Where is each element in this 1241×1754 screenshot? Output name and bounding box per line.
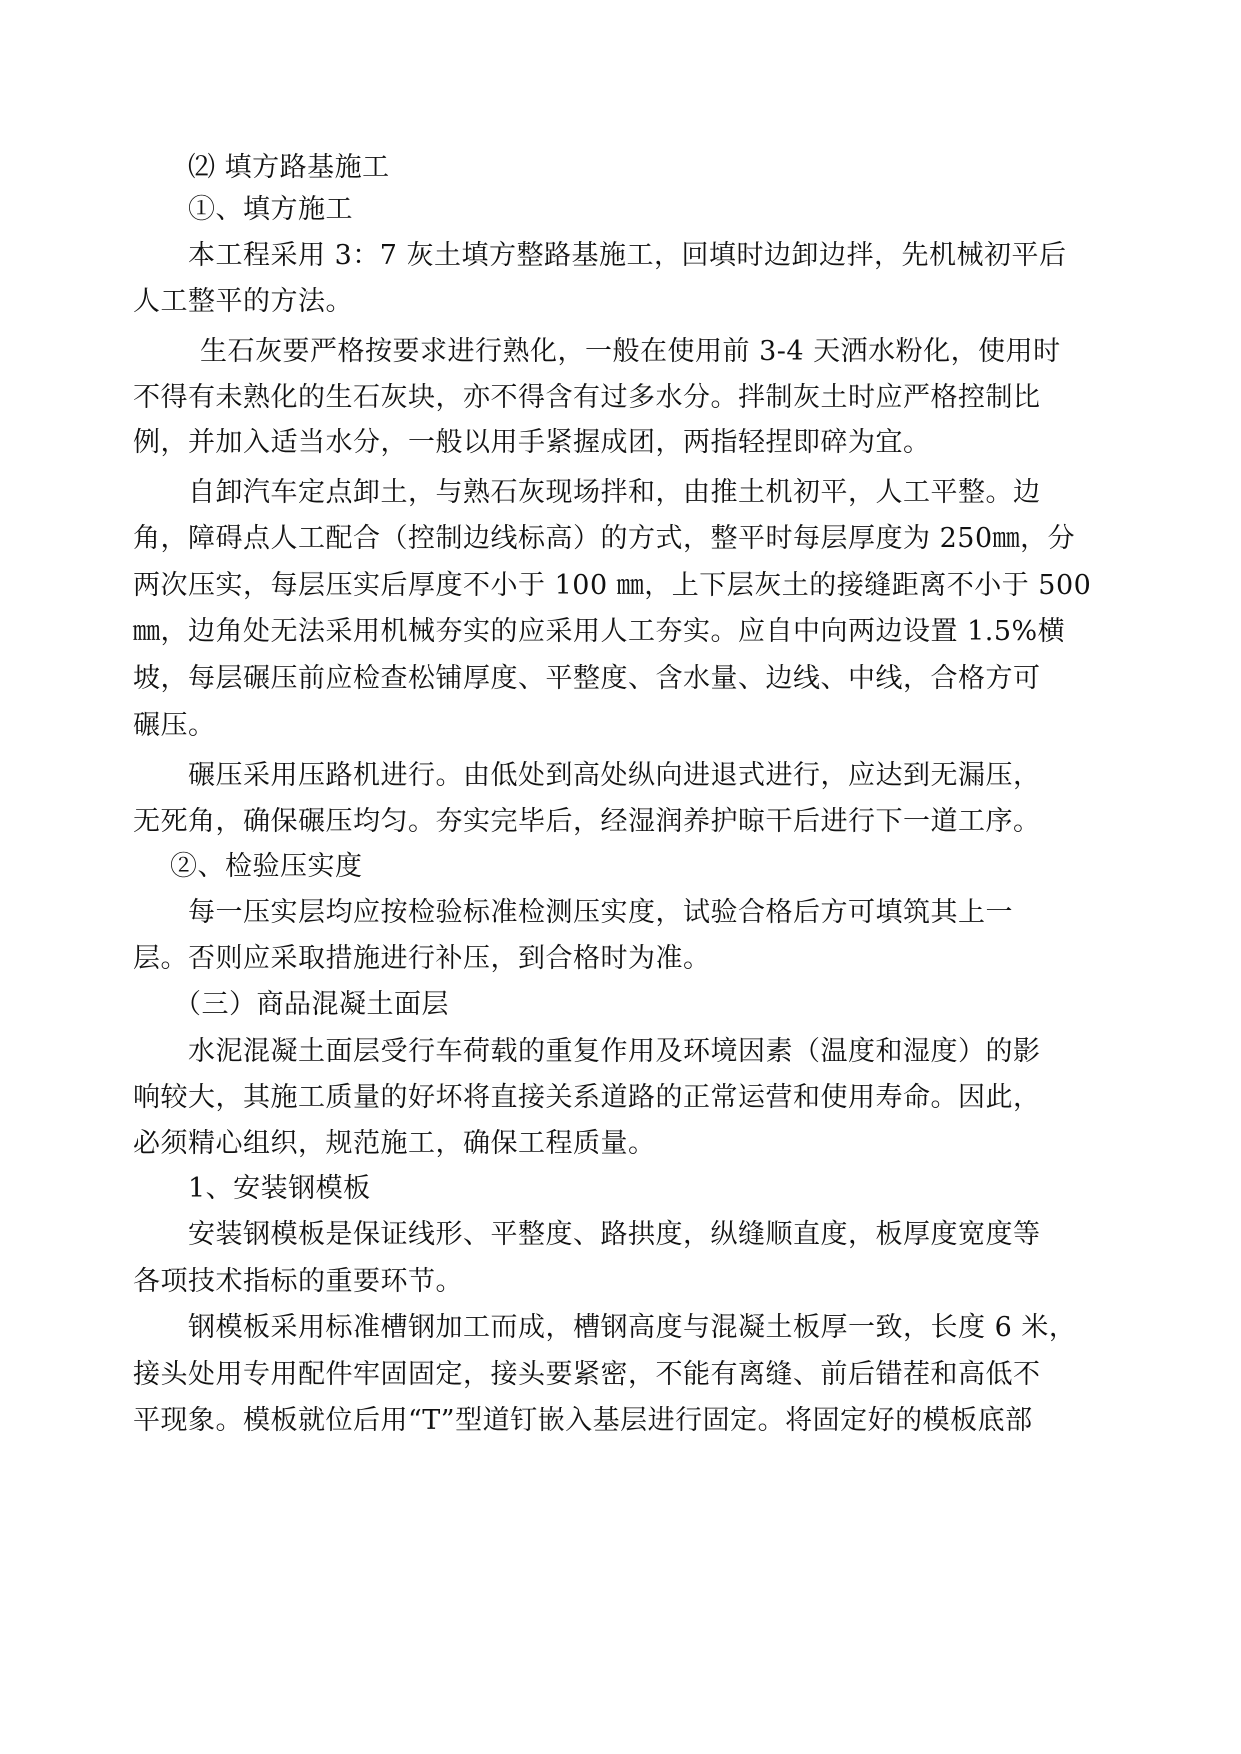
section-heading: （三）商品混凝土面层 xyxy=(174,989,449,1020)
subsection-heading: ②、检验压实度 xyxy=(170,851,363,882)
paragraph-line: 平现象。模板就位后用“T”型道钉嵌入基层进行固定。将固定好的模板底部 xyxy=(133,1405,1033,1436)
paragraph-line: 各项技术指标的重要环节。 xyxy=(133,1266,463,1297)
paragraph-line: 不得有未熟化的生石灰块，亦不得含有过多水分。拌制灰土时应严格控制比 xyxy=(133,382,1041,413)
subsection-heading: 1、安装钢模板 xyxy=(188,1173,371,1204)
paragraph-line: 两次压实，每层压实后厚度不小于 100 ㎜，上下层灰土的接缝距离不小于 500 xyxy=(133,570,1092,601)
paragraph-line: 钢模板采用标准槽钢加工而成，槽钢高度与混凝土板厚一致，长度 6 米， xyxy=(188,1312,1077,1343)
paragraph-line: 角，障碍点人工配合（控制边线标高）的方式，整平时每层厚度为 250㎜，分 xyxy=(133,523,1076,554)
paragraph-line: 接头处用专用配件牢固固定，接头要紧密，不能有离缝、前后错茬和高低不 xyxy=(133,1359,1041,1390)
paragraph-line: 每一压实层均应按检验标准检测压实度，试验合格后方可填筑其上一 xyxy=(188,897,1013,928)
paragraph-line: 层。否则应采取措施进行补压，到合格时为准。 xyxy=(133,943,711,974)
paragraph-line: 例，并加入适当水分，一般以用手紧握成团，两指轻捏即碎为宜。 xyxy=(133,427,931,458)
paragraph-line: ㎜，边角处无法采用机械夯实的应采用人工夯实。应自中向两边设置 1.5%横 xyxy=(133,616,1066,647)
paragraph-line: 必须精心组织，规范施工，确保工程质量。 xyxy=(133,1128,656,1159)
paragraph-line: 坡，每层碾压前应检查松铺厚度、平整度、含水量、边线、中线，合格方可 xyxy=(133,663,1041,694)
paragraph-line: 碾压。 xyxy=(133,710,216,741)
paragraph-line: 人工整平的方法。 xyxy=(133,286,353,317)
paragraph-line: 安装钢模板是保证线形、平整度、路拱度，纵缝顺直度，板厚度宽度等 xyxy=(188,1219,1041,1250)
paragraph-line: 本工程采用 3：7 灰土填方整路基施工，回填时边卸边拌，先机械初平后 xyxy=(188,240,1067,271)
paragraph-line: 生石灰要严格按要求进行熟化，一般在使用前 3-4 天洒水粉化，使用时 xyxy=(200,336,1061,367)
paragraph-line: 碾压采用压路机进行。由低处到高处纵向进退式进行，应达到无漏压， xyxy=(188,760,1041,791)
section-heading: ⑵ 填方路基施工 xyxy=(188,152,390,183)
paragraph-line: 无死角，确保碾压均匀。夯实完毕后，经湿润养护晾干后进行下一道工序。 xyxy=(133,806,1041,837)
paragraph-line: 自卸汽车定点卸土，与熟石灰现场拌和，由推土机初平，人工平整。边 xyxy=(188,477,1041,508)
paragraph-line: 水泥混凝土面层受行车荷载的重复作用及环境因素（温度和湿度）的影 xyxy=(188,1036,1041,1067)
paragraph-line: 响较大，其施工质量的好坏将直接关系道路的正常运营和使用寿命。因此， xyxy=(133,1082,1041,1113)
subsection-heading: ①、填方施工 xyxy=(188,194,353,225)
